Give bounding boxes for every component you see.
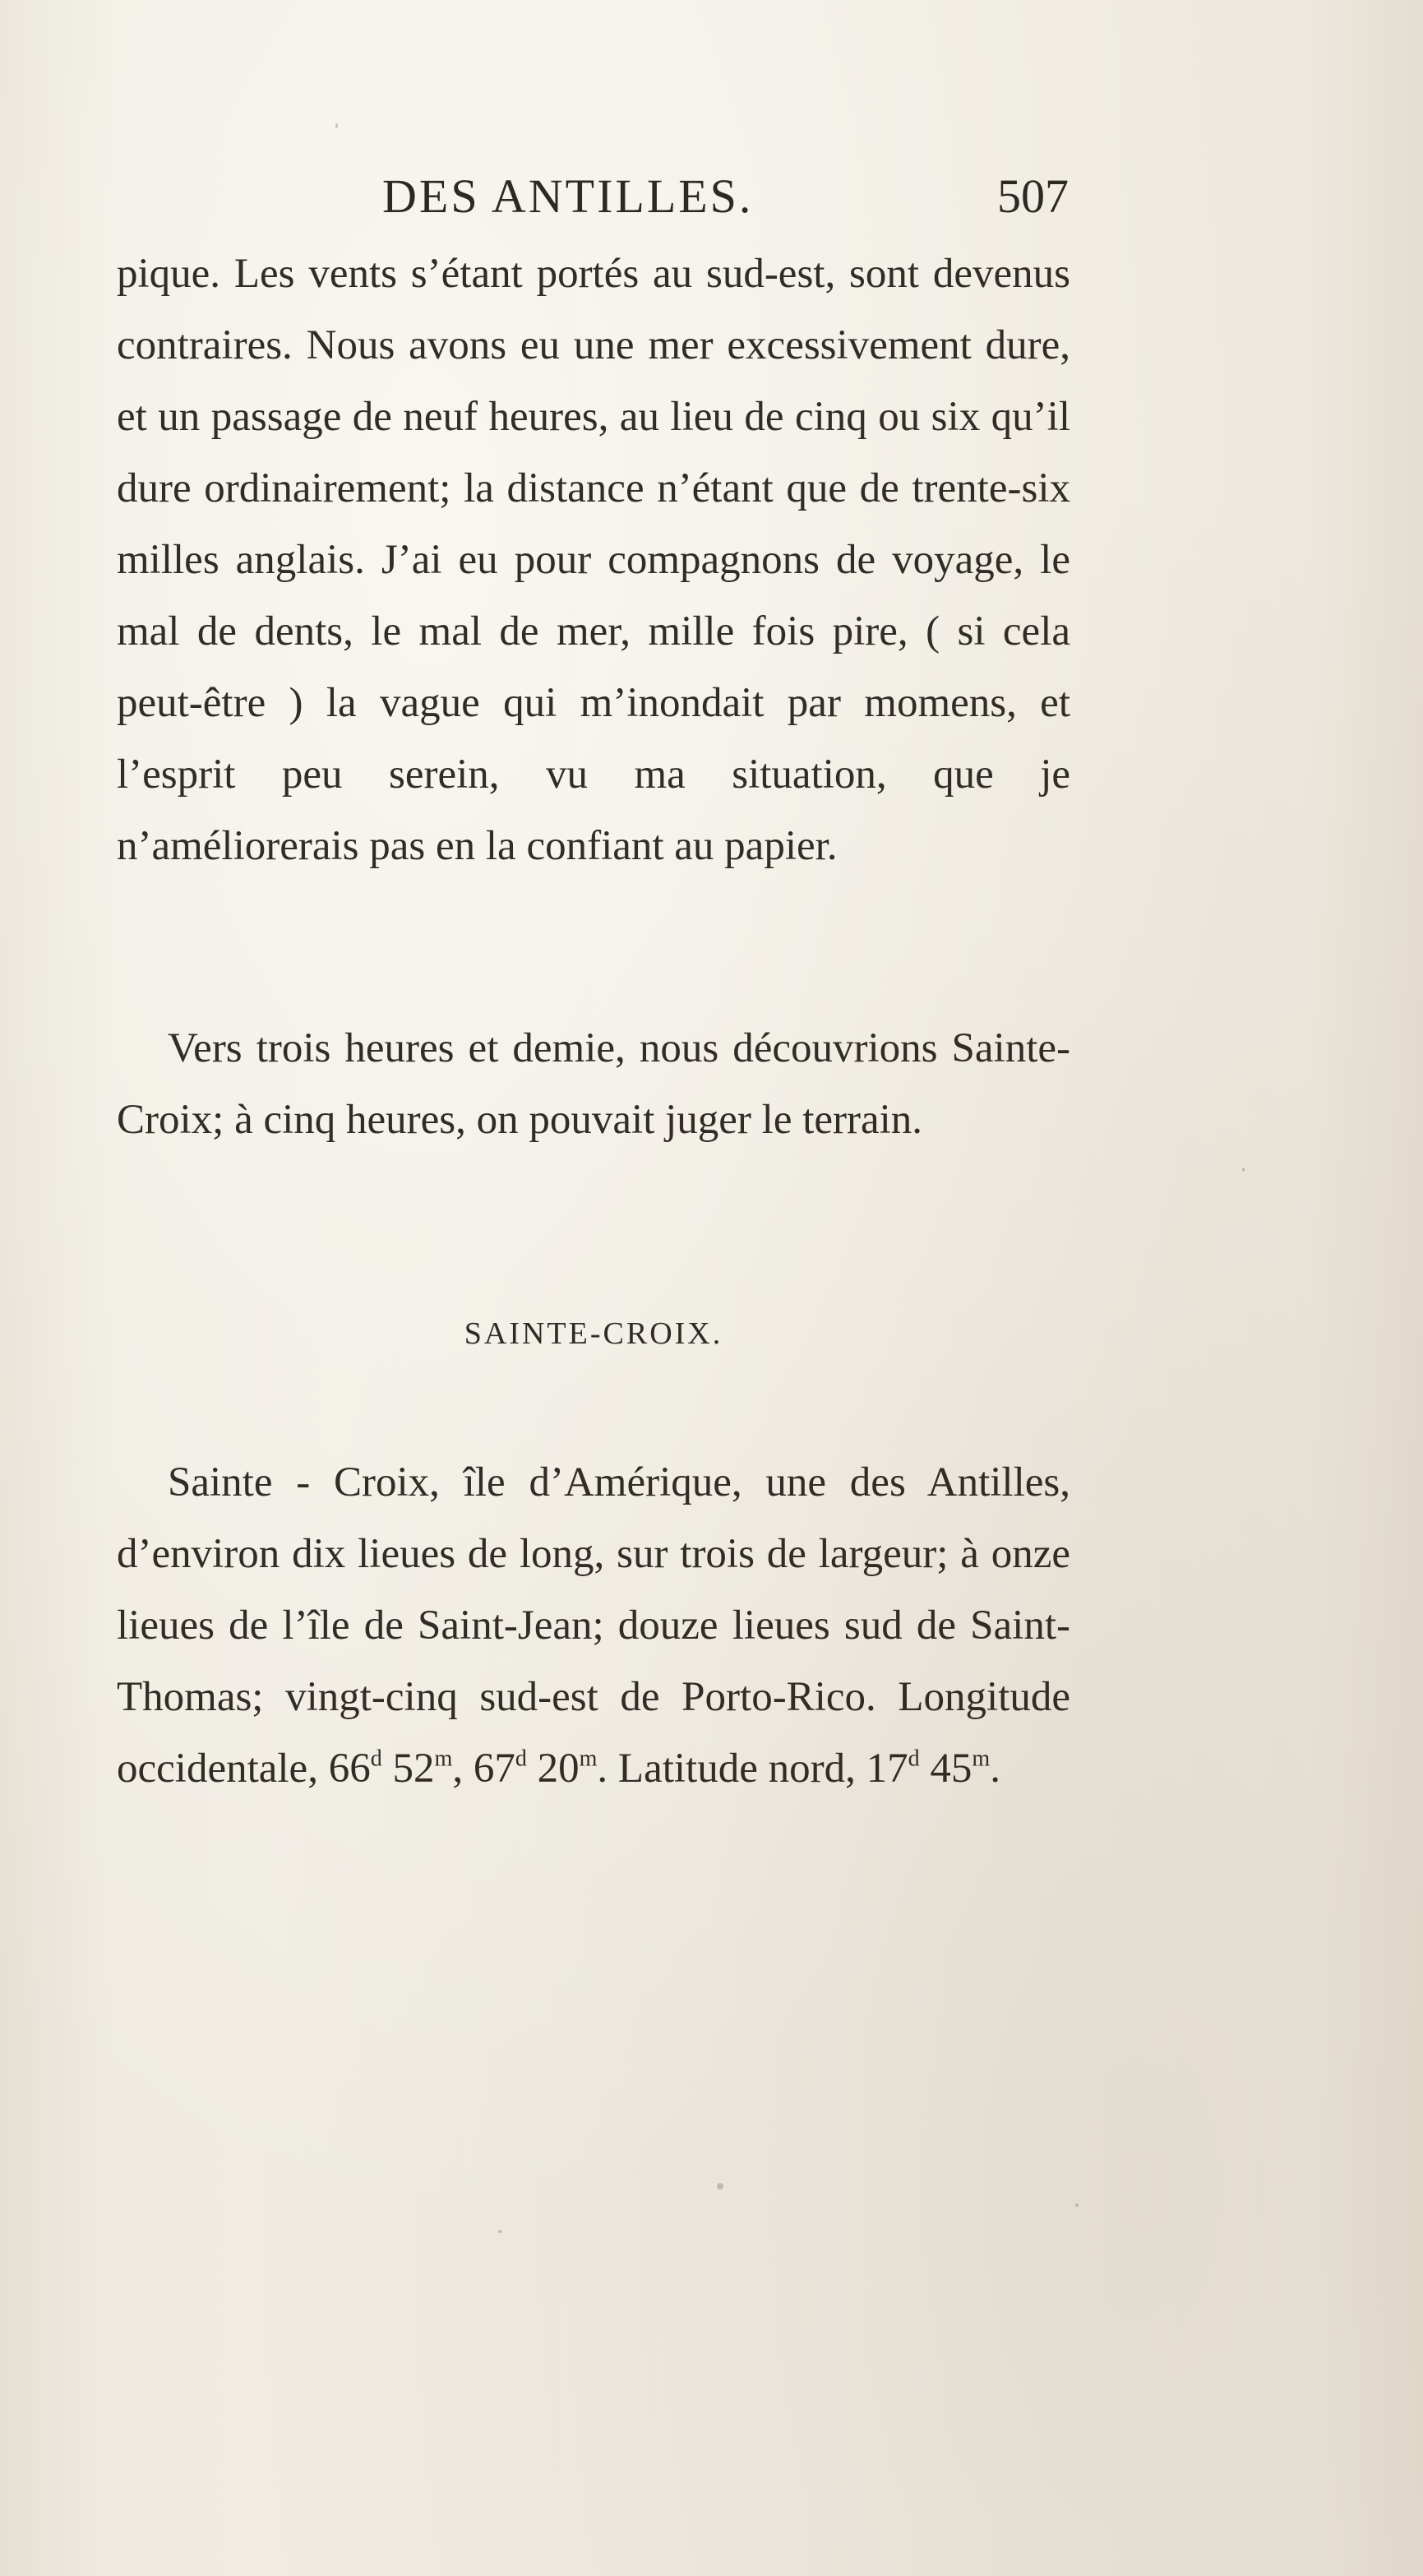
minute-unit: m: [434, 1746, 453, 1772]
degree-unit: d: [515, 1746, 527, 1772]
paper-speck: [717, 2183, 723, 2190]
sentence-end: .: [990, 1746, 1000, 1792]
running-head: [115, 169, 1069, 226]
paper-speck: [498, 2230, 502, 2233]
degree-unit: d: [908, 1746, 920, 1772]
minute-unit: m: [579, 1746, 598, 1772]
longitude-2-degrees: 67: [473, 1746, 515, 1792]
paper-speck: [335, 123, 338, 128]
section-heading: SAINTE-CROIX.: [464, 1316, 723, 1351]
paragraph-continued: pique. Les vents s’étant portés au sud-est, sont devenus contraires. Nous avons eu une mer excessivement dure, et un passage de neuf heures, au lieu de cinq ou six qu’il dure ordinairement; la distance n’étant que de trente-six milles anglais. J’ai eu pour compagnons de voyage, le mal de dents, le mal de mer, mille fois pire, ( si cela peut-être ) la vague qui m’inondait par momens, et l’esprit peu serein, vu ma situation, que je n’améliorerais pas en la confiant au papier.: [117, 251, 1070, 869]
text-block-continued: [117, 238, 1070, 882]
running-title: DES ANTILLES.: [382, 169, 754, 223]
latitude-minutes: 45: [930, 1746, 973, 1792]
page-number: 507: [997, 169, 1069, 223]
text-block-sainte-croix: [117, 1447, 1070, 1805]
longitude-2-minutes: 20: [537, 1746, 580, 1792]
degree-unit: d: [370, 1746, 382, 1772]
text-block-arrival: [117, 1013, 1070, 1156]
latitude-degrees: 17: [866, 1746, 908, 1792]
paper-speck: [1075, 2204, 1079, 2207]
paper-speck: [1242, 1168, 1245, 1172]
paragraph-arrival: Vers trois heures et demie, nous découvrions Sainte-Croix; à cinq heures, on pouvait juger le terrain.: [117, 1025, 1070, 1143]
longitude-1-degrees: 66: [328, 1746, 371, 1792]
minute-unit: m: [972, 1746, 991, 1772]
paragraph-sainte-croix: Sainte - Croix, île d’Amérique, une des Antilles, d’environ dix lieues de long, sur trois de largeur; à onze lieues de l’île de Saint-Jean; douze lieues sud de Saint-Thomas; vingt-cinq sud-est de Porto-Rico. Longitude occidentale, 66$^d$ 52$^m$, 67$^d$ 20$^m$. Latitude nord, 17$^d$ 45$^m$.: [117, 1459, 1070, 1792]
description-text: Sainte - Croix, île d’Amérique, une des Antilles, d’environ dix lieues de long, sur trois de largeur; à onze lieues de l’île de Saint-Jean; douze lieues sud de Saint-Thomas; vingt-cinq sud-est de Porto-Rico. Longitude occidentale,: [117, 1459, 1070, 1792]
longitude-1-minutes: 52: [392, 1746, 435, 1792]
latitude-label: . Latitude nord,: [597, 1746, 856, 1792]
